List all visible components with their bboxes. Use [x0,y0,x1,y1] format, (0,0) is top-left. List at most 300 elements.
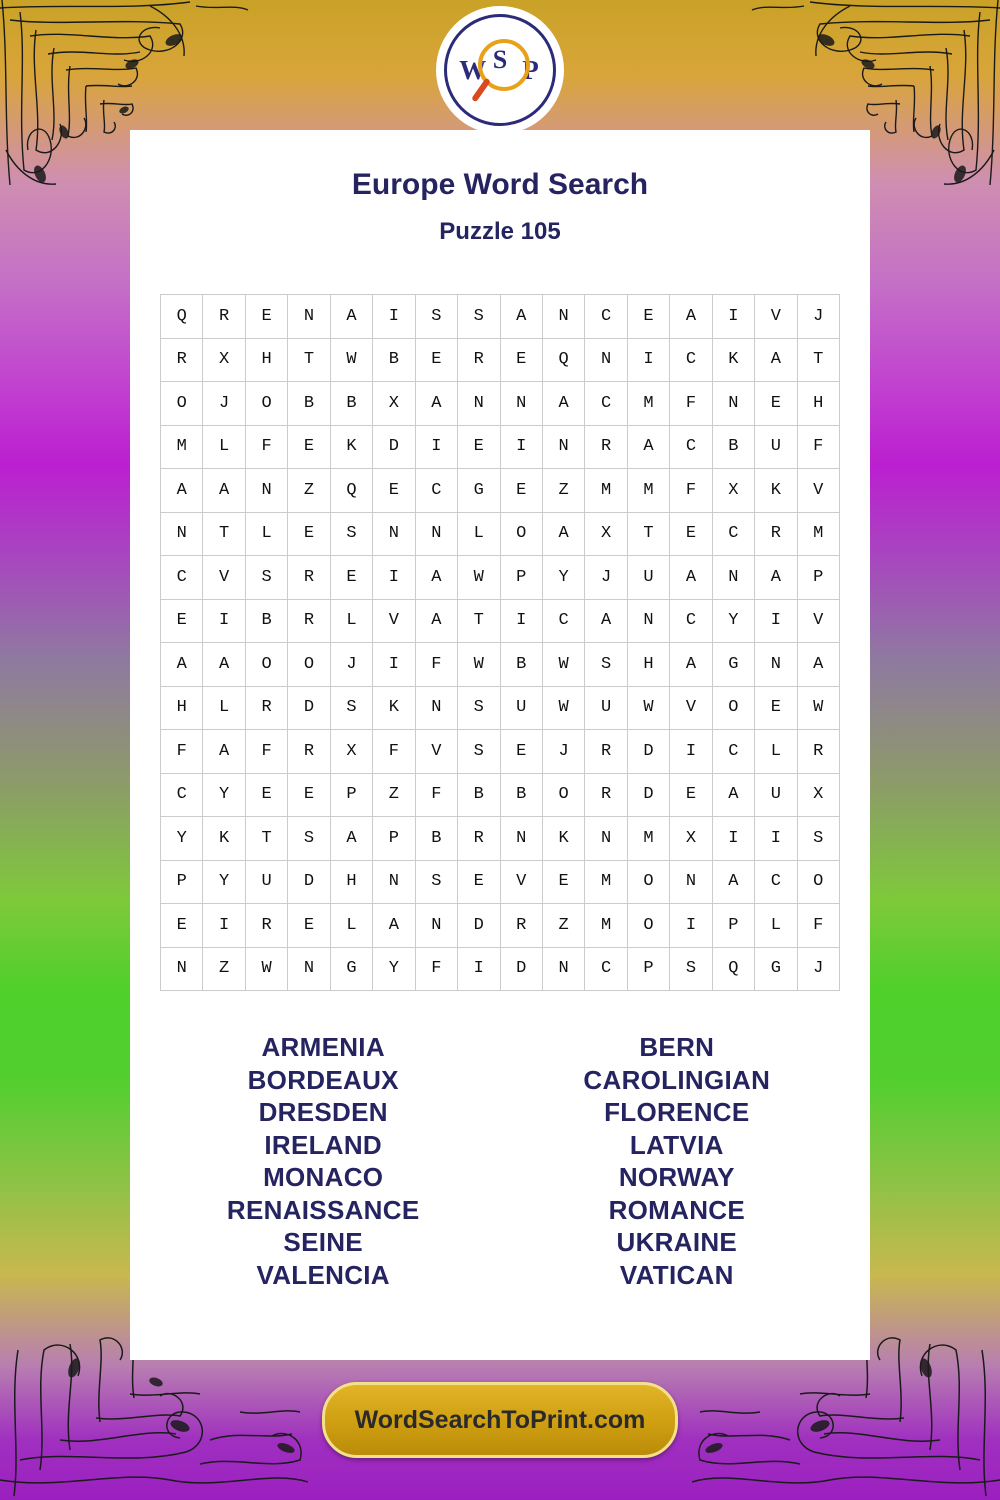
word-search-grid[interactable] [160,294,840,991]
grid-cell[interactable]: A [670,643,712,687]
grid-cell[interactable]: W [627,686,669,730]
grid-cell[interactable]: F [245,425,287,469]
grid-cell[interactable]: L [330,904,372,948]
grid-cell[interactable]: B [500,643,542,687]
grid-cell[interactable]: M [585,860,627,904]
grid-cell[interactable]: J [585,556,627,600]
word-list-item[interactable]: VATICAN [619,1259,734,1290]
grid-cell[interactable]: U [245,860,287,904]
grid-cell[interactable]: S [458,730,500,774]
grid-cell[interactable]: B [458,773,500,817]
grid-cell[interactable]: A [670,295,712,339]
word-list-item[interactable]: BERN [639,1032,715,1062]
grid-cell[interactable]: F [415,643,457,687]
grid-cell[interactable]: O [797,860,839,904]
grid-cell[interactable]: E [161,599,203,643]
word-list [160,1031,840,1291]
grid-cell[interactable]: C [585,295,627,339]
grid-cell[interactable]: N [627,599,669,643]
grid-cell[interactable]: R [755,512,797,556]
grid-cell[interactable]: G [330,947,372,991]
grid-cell[interactable]: Z [542,904,584,948]
grid-cell[interactable]: U [755,773,797,817]
word-list-item[interactable]: IRELAND [264,1129,383,1160]
grid-cell[interactable]: V [500,860,542,904]
grid-cell[interactable]: V [415,730,457,774]
grid-cell[interactable]: N [415,904,457,948]
grid-cell[interactable]: X [797,773,839,817]
grid-cell[interactable]: D [288,686,330,730]
grid-cell[interactable]: F [670,382,712,426]
grid-cell[interactable]: P [373,817,415,861]
grid-cell[interactable]: R [288,730,330,774]
grid-cell[interactable]: I [627,338,669,382]
grid-row [161,643,840,687]
grid-cell[interactable]: I [415,425,457,469]
word-list-item[interactable]: SEINE [283,1227,363,1257]
grid-cell[interactable]: I [373,295,415,339]
grid-cell[interactable]: R [245,904,287,948]
site-logo [440,10,560,130]
grid-cell[interactable]: K [542,817,584,861]
grid-cell[interactable]: I [458,947,500,991]
grid-cell[interactable]: Q [161,295,203,339]
grid-cell[interactable]: W [797,686,839,730]
grid-cell[interactable]: T [797,338,839,382]
grid-cell[interactable]: U [585,686,627,730]
grid-cell[interactable]: F [797,904,839,948]
grid-cell[interactable]: D [458,904,500,948]
grid-cell[interactable]: N [373,512,415,556]
grid-cell[interactable]: P [500,556,542,600]
grid-cell[interactable]: A [670,556,712,600]
grid-cell[interactable]: F [415,947,457,991]
grid-cell[interactable]: O [500,512,542,556]
letter-grid-table[interactable] [160,294,840,991]
grid-cell[interactable]: N [458,382,500,426]
grid-cell[interactable]: N [500,817,542,861]
grid-cell[interactable]: V [755,295,797,339]
grid-cell[interactable]: N [755,643,797,687]
grid-cell[interactable]: W [542,643,584,687]
grid-cell[interactable]: E [330,556,372,600]
grid-cell[interactable]: E [500,730,542,774]
grid-cell[interactable]: A [755,556,797,600]
grid-cell[interactable]: G [755,947,797,991]
grid-cell[interactable]: N [288,947,330,991]
word-list-item[interactable]: MONACO [263,1162,384,1192]
grid-cell[interactable]: N [288,295,330,339]
grid-cell[interactable]: T [203,512,245,556]
grid-cell[interactable]: A [203,730,245,774]
grid-cell[interactable]: C [670,599,712,643]
grid-cell[interactable]: B [245,599,287,643]
grid-cell[interactable]: M [797,512,839,556]
grid-cell[interactable]: W [330,338,372,382]
grid-cell[interactable]: U [755,425,797,469]
grid-row [161,730,840,774]
grid-cell[interactable]: L [203,425,245,469]
grid-cell[interactable]: D [627,730,669,774]
grid-row [161,860,840,904]
grid-cell[interactable]: N [245,469,287,513]
word-list-item[interactable]: LATVIA [629,1129,724,1160]
grid-cell[interactable]: S [797,817,839,861]
puzzle-sheet [130,130,870,1360]
grid-cell[interactable]: N [415,512,457,556]
grid-cell[interactable]: E [161,904,203,948]
grid-cell[interactable]: Z [373,773,415,817]
grid-row [161,382,840,426]
grid-cell[interactable]: I [500,425,542,469]
grid-cell[interactable]: N [415,686,457,730]
grid-cell[interactable]: W [458,556,500,600]
grid-cell[interactable]: Q [542,338,584,382]
grid-cell[interactable]: Z [288,469,330,513]
grid-cell[interactable]: X [203,338,245,382]
grid-cell[interactable]: R [288,556,330,600]
grid-cell[interactable]: Y [203,773,245,817]
grid-cell[interactable]: K [712,338,754,382]
word-list-item[interactable]: BORDEAUX [247,1064,399,1095]
grid-cell[interactable]: T [627,512,669,556]
grid-cell[interactable]: C [415,469,457,513]
grid-cell[interactable]: B [712,425,754,469]
grid-cell[interactable]: O [245,382,287,426]
grid-cell[interactable]: N [670,860,712,904]
grid-cell[interactable]: I [373,556,415,600]
grid-cell[interactable]: R [458,817,500,861]
grid-cell[interactable]: C [755,860,797,904]
grid-cell[interactable]: Y [542,556,584,600]
grid-cell[interactable]: V [797,599,839,643]
grid-row [161,425,840,469]
grid-row [161,686,840,730]
grid-cell[interactable]: Z [203,947,245,991]
grid-cell[interactable]: S [458,686,500,730]
grid-cell[interactable]: Y [373,947,415,991]
grid-cell[interactable]: M [161,425,203,469]
grid-cell[interactable]: A [755,338,797,382]
grid-cell[interactable]: X [330,730,372,774]
grid-cell[interactable]: R [245,686,287,730]
grid-cell[interactable]: A [415,556,457,600]
grid-cell[interactable]: E [542,860,584,904]
grid-cell[interactable]: C [542,599,584,643]
grid-cell[interactable]: I [670,904,712,948]
grid-cell[interactable]: L [245,512,287,556]
grid-cell[interactable]: N [712,382,754,426]
grid-cell[interactable]: E [415,338,457,382]
grid-cell[interactable]: Q [330,469,372,513]
page-title: Europe Word Search [351,168,649,201]
grid-cell[interactable]: R [458,338,500,382]
grid-cell[interactable]: N [542,295,584,339]
word-list-item[interactable]: NORWAY [618,1162,735,1192]
grid-cell[interactable]: H [627,643,669,687]
grid-cell[interactable]: P [627,947,669,991]
grid-cell[interactable]: J [542,730,584,774]
grid-cell[interactable]: R [288,599,330,643]
grid-cell[interactable]: S [415,295,457,339]
grid-cell[interactable]: R [500,904,542,948]
grid-cell[interactable]: Y [161,817,203,861]
grid-cell[interactable]: E [288,512,330,556]
grid-cell[interactable]: A [330,817,372,861]
grid-cell[interactable]: F [415,773,457,817]
grid-cell[interactable]: B [415,817,457,861]
grid-cell[interactable]: R [161,338,203,382]
grid-cell[interactable]: I [712,817,754,861]
grid-cell[interactable]: O [288,643,330,687]
grid-cell[interactable]: Y [712,599,754,643]
grid-row [161,512,840,556]
grid-cell[interactable]: J [797,947,839,991]
grid-cell[interactable]: I [203,904,245,948]
grid-cell[interactable]: F [245,730,287,774]
grid-cell[interactable]: N [542,947,584,991]
grid-cell[interactable]: E [670,512,712,556]
grid-cell[interactable]: W [458,643,500,687]
grid-cell[interactable]: A [542,382,584,426]
grid-cell[interactable]: S [415,860,457,904]
grid-cell[interactable]: X [373,382,415,426]
grid-cell[interactable]: Y [203,860,245,904]
grid-cell[interactable]: H [161,686,203,730]
grid-cell[interactable]: U [500,686,542,730]
grid-cell[interactable]: T [458,599,500,643]
grid-cell[interactable]: D [500,947,542,991]
grid-cell[interactable]: D [627,773,669,817]
grid-cell[interactable]: I [203,599,245,643]
word-list-item[interactable]: FLORENCE [604,1097,750,1127]
grid-cell[interactable]: S [288,817,330,861]
grid-cell[interactable]: H [330,860,372,904]
grid-cell[interactable]: N [542,425,584,469]
grid-cell[interactable]: W [542,686,584,730]
grid-cell[interactable]: W [245,947,287,991]
website-label: WordSearchToPrint.com [354,1405,646,1434]
grid-cell[interactable]: C [712,730,754,774]
grid-cell[interactable]: X [670,817,712,861]
grid-cell[interactable]: I [755,817,797,861]
grid-cell[interactable]: P [161,860,203,904]
word-list-item[interactable]: CAROLINGIAN [583,1064,771,1095]
grid-cell[interactable]: E [458,860,500,904]
grid-cell[interactable]: S [670,947,712,991]
grid-cell[interactable]: I [755,599,797,643]
grid-cell[interactable]: L [755,730,797,774]
grid-cell[interactable]: J [330,643,372,687]
grid-cell[interactable]: C [585,382,627,426]
grid-cell[interactable]: O [161,382,203,426]
grid-cell[interactable]: Q [712,947,754,991]
grid-cell[interactable]: E [755,382,797,426]
grid-cell[interactable]: G [712,643,754,687]
grid-cell[interactable]: A [330,295,372,339]
grid-cell[interactable]: F [373,730,415,774]
grid-cell[interactable]: R [203,295,245,339]
word-list-item[interactable]: UKRAINE [616,1227,738,1257]
grid-cell[interactable]: E [500,338,542,382]
grid-cell[interactable]: X [585,512,627,556]
grid-cell[interactable]: A [542,512,584,556]
grid-cell[interactable]: N [500,382,542,426]
logo-letter-s: S [492,45,508,74]
grid-cell[interactable]: N [585,817,627,861]
grid-cell[interactable]: L [755,904,797,948]
grid-cell[interactable]: A [415,599,457,643]
grid-cell[interactable]: A [500,295,542,339]
grid-cell[interactable]: A [712,773,754,817]
word-list-column-left [160,1031,486,1291]
word-list-item[interactable]: DRESDEN [258,1097,388,1127]
grid-cell[interactable]: E [245,295,287,339]
grid-cell[interactable]: S [245,556,287,600]
grid-cell[interactable]: B [288,382,330,426]
grid-cell[interactable]: C [670,338,712,382]
grid-cell[interactable]: L [458,512,500,556]
grid-cell[interactable]: T [245,817,287,861]
grid-cell[interactable]: E [500,469,542,513]
grid-cell[interactable]: K [203,817,245,861]
grid-cell[interactable]: A [203,469,245,513]
grid-cell[interactable]: S [330,512,372,556]
grid-cell[interactable]: R [797,730,839,774]
grid-cell[interactable]: I [712,295,754,339]
grid-cell[interactable]: G [458,469,500,513]
grid-cell[interactable]: A [161,469,203,513]
grid-cell[interactable]: A [712,860,754,904]
grid-row [161,556,840,600]
grid-row [161,947,840,991]
grid-cell[interactable]: X [712,469,754,513]
grid-cell[interactable]: O [627,860,669,904]
grid-cell[interactable]: O [245,643,287,687]
grid-cell[interactable]: A [797,643,839,687]
grid-row [161,469,840,513]
grid-cell[interactable]: L [330,599,372,643]
grid-cell[interactable]: N [373,860,415,904]
grid-cell[interactable]: J [797,295,839,339]
grid-cell[interactable]: Z [542,469,584,513]
grid-cell[interactable]: A [373,904,415,948]
grid-cell[interactable]: K [373,686,415,730]
grid-cell[interactable]: A [585,599,627,643]
grid-cell[interactable]: R [585,773,627,817]
grid-cell[interactable]: A [161,643,203,687]
word-list-item[interactable]: ROMANCE [608,1194,746,1225]
grid-cell[interactable]: M [627,817,669,861]
grid-cell[interactable]: I [670,730,712,774]
grid-cell[interactable]: F [670,469,712,513]
word-list-item[interactable]: VALENCIA [256,1259,390,1290]
grid-cell[interactable]: N [161,512,203,556]
grid-cell[interactable]: N [585,338,627,382]
grid-cell[interactable]: I [500,599,542,643]
grid-cell[interactable]: C [161,556,203,600]
grid-cell[interactable]: L [203,686,245,730]
grid-cell[interactable]: K [755,469,797,513]
grid-cell[interactable]: O [712,686,754,730]
grid-row [161,338,840,382]
grid-cell[interactable]: E [288,773,330,817]
grid-cell[interactable]: F [161,730,203,774]
grid-cell[interactable]: D [373,425,415,469]
grid-cell[interactable]: E [245,773,287,817]
grid-cell[interactable]: M [585,904,627,948]
grid-cell[interactable]: I [373,643,415,687]
grid-cell[interactable]: V [670,686,712,730]
word-list-column-right [514,1031,840,1291]
grid-cell[interactable]: E [755,686,797,730]
grid-cell[interactable]: T [288,338,330,382]
grid-cell[interactable]: E [288,425,330,469]
grid-cell[interactable]: V [203,556,245,600]
grid-cell[interactable]: S [585,643,627,687]
grid-cell[interactable]: R [585,730,627,774]
grid-cell[interactable]: B [500,773,542,817]
grid-cell[interactable]: H [797,382,839,426]
grid-cell[interactable]: E [458,425,500,469]
grid-cell[interactable]: E [373,469,415,513]
grid-cell[interactable]: J [203,382,245,426]
website-button[interactable] [322,1382,678,1458]
grid-cell[interactable]: C [161,773,203,817]
logo-ring [444,14,556,126]
grid-cell[interactable]: C [712,512,754,556]
grid-cell[interactable]: V [373,599,415,643]
grid-cell[interactable]: C [670,425,712,469]
grid-cell[interactable]: V [797,469,839,513]
grid-cell[interactable]: M [627,382,669,426]
grid-row [161,904,840,948]
grid-cell[interactable]: H [245,338,287,382]
grid-cell[interactable]: B [330,382,372,426]
word-list-item[interactable]: ARMENIA [261,1032,385,1062]
grid-row [161,599,840,643]
grid-cell[interactable]: P [712,904,754,948]
grid-cell[interactable]: M [585,469,627,513]
grid-cell[interactable]: F [797,425,839,469]
grid-cell[interactable]: P [797,556,839,600]
grid-cell[interactable]: E [288,904,330,948]
grid-cell[interactable]: E [627,295,669,339]
grid-cell[interactable]: S [458,295,500,339]
grid-cell[interactable]: A [203,643,245,687]
logo-letter-w: W [459,54,488,85]
puzzle-number: Puzzle 105 [439,218,561,245]
grid-cell[interactable]: M [627,469,669,513]
grid-cell[interactable]: A [415,382,457,426]
grid-cell[interactable]: P [330,773,372,817]
grid-cell[interactable]: N [712,556,754,600]
grid-cell[interactable]: R [585,425,627,469]
word-list-item[interactable]: RENAISSANCE [226,1194,420,1225]
grid-cell[interactable]: C [585,947,627,991]
grid-cell[interactable]: S [330,686,372,730]
grid-cell[interactable]: E [670,773,712,817]
grid-cell[interactable]: B [373,338,415,382]
grid-cell[interactable]: N [161,947,203,991]
grid-row [161,773,840,817]
grid-cell[interactable]: O [627,904,669,948]
grid-cell[interactable]: K [330,425,372,469]
grid-cell[interactable]: A [627,425,669,469]
grid-cell[interactable]: D [288,860,330,904]
grid-cell[interactable]: U [627,556,669,600]
grid-cell[interactable]: O [542,773,584,817]
